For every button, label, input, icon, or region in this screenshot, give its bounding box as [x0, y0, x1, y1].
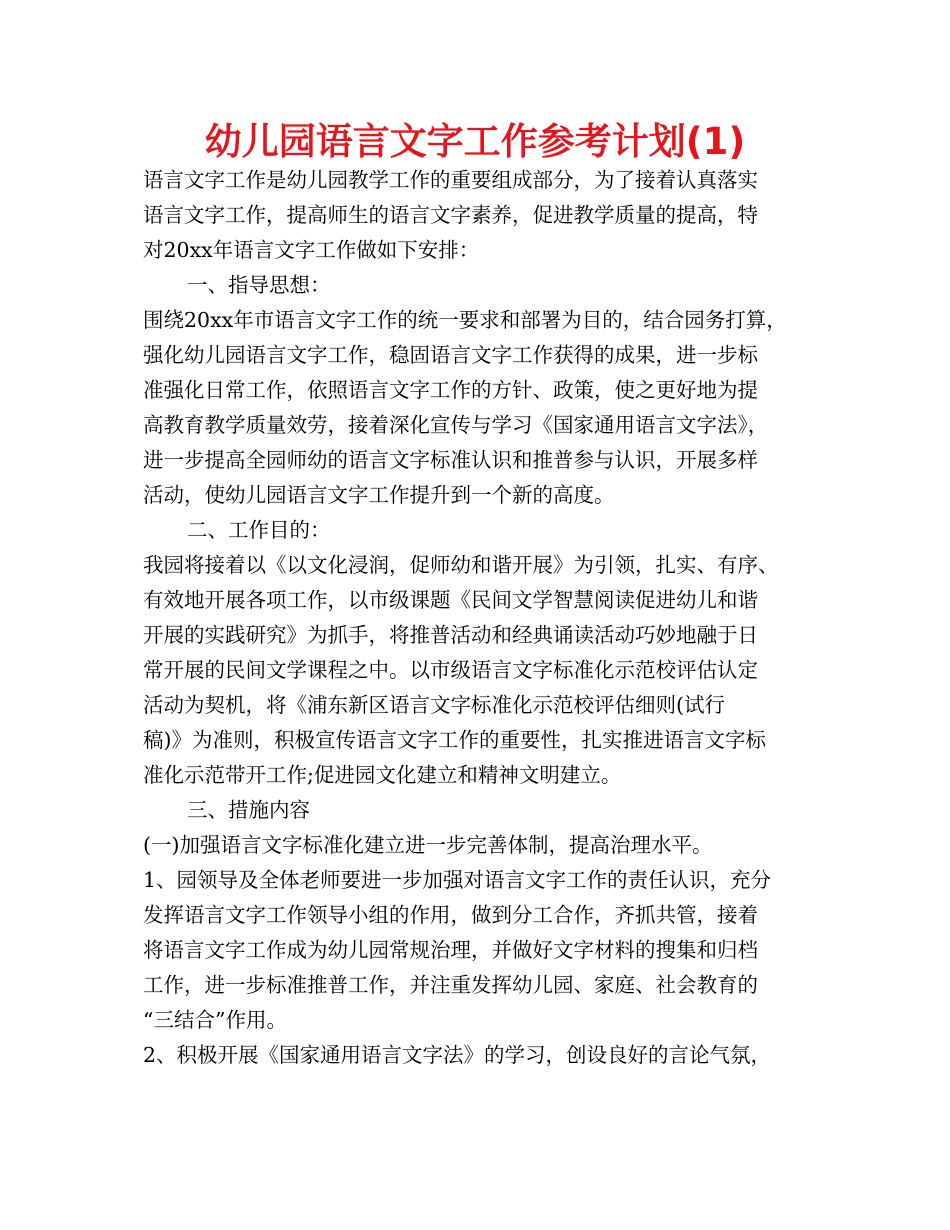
body-line: 强化幼儿园语言文字工作，稳固语言文字工作获得的成果，进一步标	[143, 343, 758, 367]
body-line: 我园将接着以《以文化浸润，促师幼和谐开展》为引领，扎实、有序、	[143, 553, 779, 577]
document-body	[143, 163, 823, 1073]
body-line: 进一步提高全园师幼的语言文字标准认识和推普参与认识，开展多样	[143, 448, 758, 472]
section-heading: 一、指导思想：	[187, 273, 331, 297]
body-line: 准强化日常工作，依照语言文字工作的方针、政策，使之更好地为提	[143, 378, 758, 402]
body-line: (一)加强语言文字标准化建立进一步完善体制，提高治理水平。	[143, 833, 713, 857]
body-line: 将语言文字工作成为幼儿园常规治理，并做好文字材料的搜集和归档	[143, 938, 758, 962]
body-line: 有效地开展各项工作，以市级课题《民间文学智慧阅读促进幼儿和谐	[143, 588, 758, 612]
body-line: 活动为契机，将《浦东新区语言文字标准化示范校评估细则(试行	[143, 693, 725, 717]
body-line: 活动，使幼儿园语言文字工作提升到一个新的高度。	[143, 483, 615, 507]
body-line: 语言文字工作是幼儿园教学工作的重要组成部分，为了接着认真落实	[143, 168, 758, 192]
body-line: 围绕20xx年市语言文字工作的统一要求和部署为目的，结合园务打算，	[143, 308, 787, 332]
body-line: 工作，进一步标准推普工作，并注重发挥幼儿园、家庭、社会教育的	[143, 973, 758, 997]
body-line: 发挥语言文字工作领导小组的作用，做到分工合作，齐抓共管，接着	[143, 903, 758, 927]
body-line: 稿)》为准则，积极宣传语言文字工作的重要性，扎实推进语言文字标	[143, 728, 766, 752]
body-line: 开展的实践研究》为抓手，将推普活动和经典诵读活动巧妙地融于日	[143, 623, 758, 647]
body-line: 语言文字工作，提高师生的语言文字素养，促进教学质量的提高，特	[143, 203, 758, 227]
body-line: 准化示范带开工作;促进园文化建立和精神文明建立。	[143, 763, 622, 787]
document-title: 幼儿园语言文字工作参考计划(1)	[204, 120, 746, 163]
body-line: 2、积极开展《国家通用语言文字法》的学习，创设良好的言论气氛，	[143, 1043, 772, 1067]
body-line: 对20xx年语言文字工作做如下安排：	[143, 238, 480, 262]
body-line: 常开展的民间文学课程之中。以市级语言文字标准化示范校评估认定	[143, 658, 758, 682]
body-line: 1、园领导及全体老师要进一步加强对语言文字工作的责任认识，充分	[143, 868, 772, 892]
section-heading: 三、措施内容	[187, 798, 310, 822]
body-line: “三结合”作用。	[143, 1008, 287, 1032]
body-line: 高教育教学质量效劳，接着深化宣传与学习《国家通用语言文字法》，	[143, 413, 769, 437]
section-heading: 二、工作目的：	[187, 518, 331, 542]
